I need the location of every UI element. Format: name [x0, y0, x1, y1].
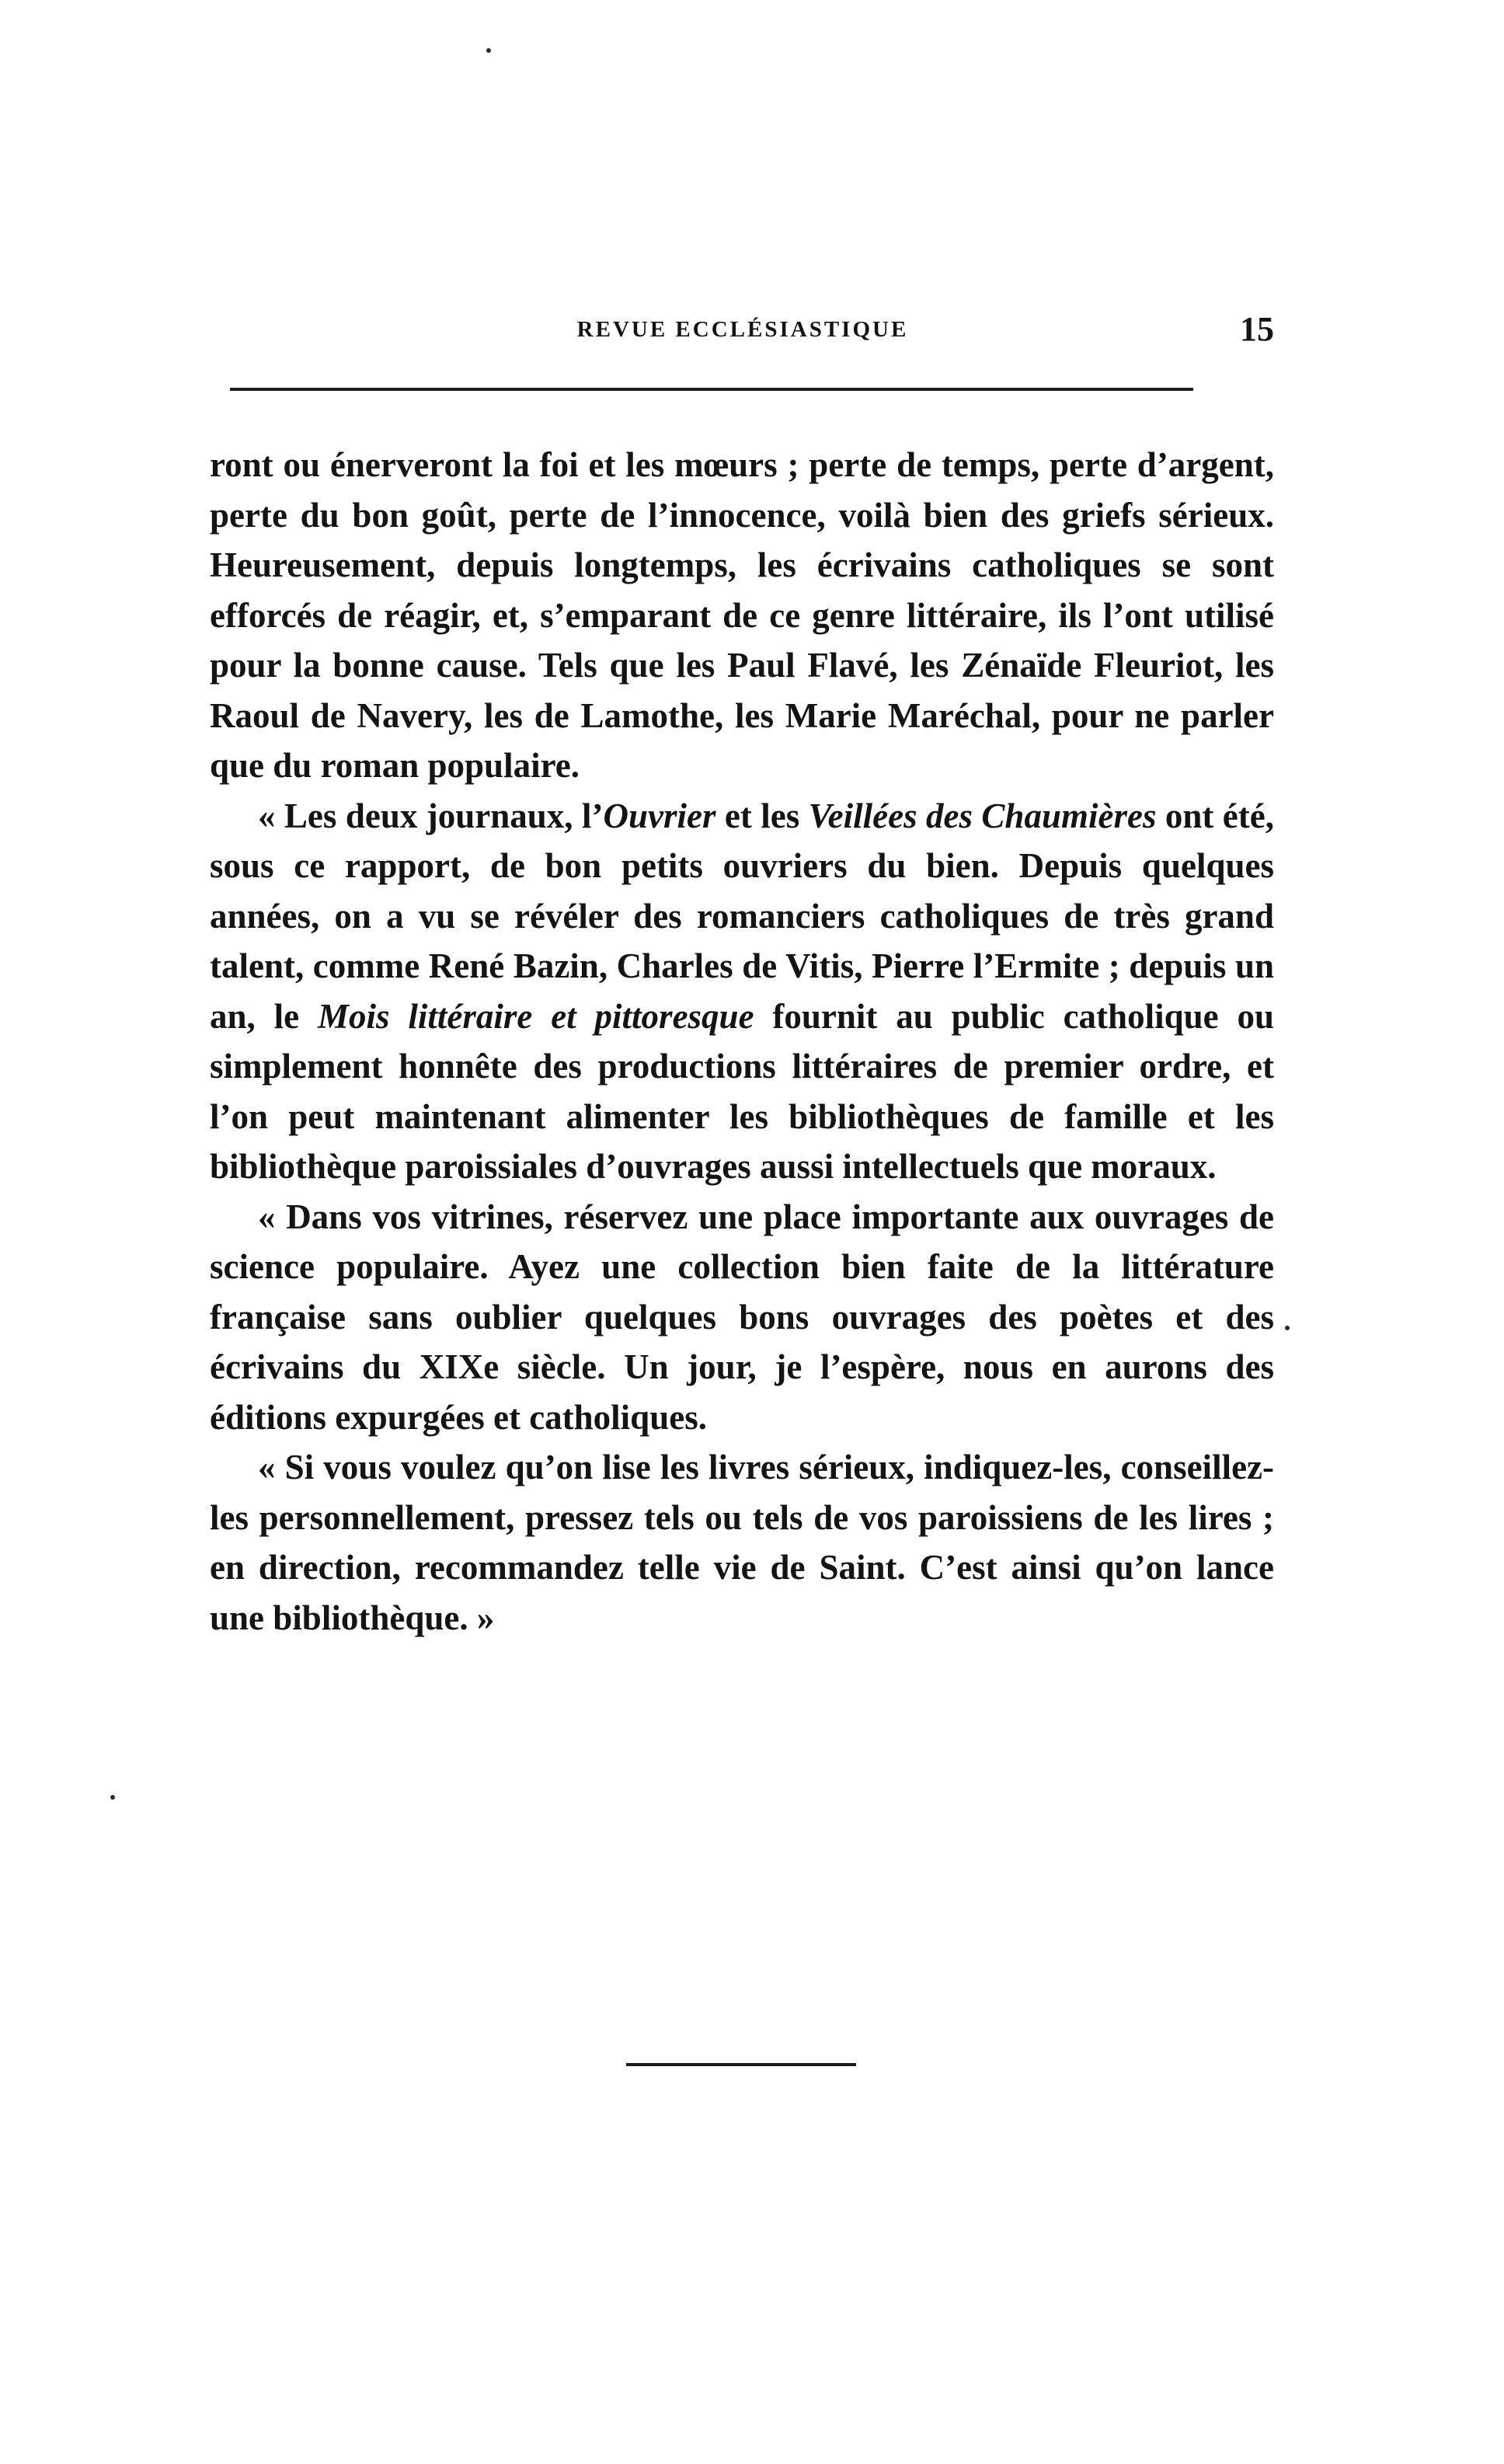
running-title: REVUE ECCLÉSIASTIQUE: [576, 317, 909, 342]
print-speck: [1285, 1326, 1290, 1330]
italic-title: Ouvrier: [603, 796, 716, 835]
text-run: et les: [715, 796, 809, 835]
paragraph: [210, 1192, 1274, 1443]
text-run: « Dans vos vitrines, réservez une place importante aux ouvrages de science populaire. Ayez une collection bien faite de la littérature française sans oublier quelques bons ouvrages des poètes et des écrivains du XIXe siècle. Un jour, je l’espère, nous en aurons des éditions expurgées et catholiques.: [210, 1197, 1274, 1437]
page-number: 15: [1240, 310, 1274, 348]
text-run: ront ou énerveront la foi et les mœurs ; perte de temps, perte d’argent, perte du bon goût, perte de l’innocence, voilà bien des griefs sérieux. Heureusement, depuis longtemps, les écrivains catholiques se sont efforcés de réagir, et, s’emparant de ce genre littéraire, ils l’ont utilisé pour la bonne cause. Tels que les Paul Flavé, les Zénaïde Fleuriot, les Raoul de Navery, les de Lamothe, les Marie Maréchal, pour ne parler que du roman populaire.: [210, 445, 1274, 785]
page-header: [211, 309, 1274, 356]
print-speck: [486, 48, 491, 53]
text-run: « Si vous voulez qu’on lise les livres sérieux, indiquez-les, conseillez-les personnellement, pressez tels ou tels de vos paroissiens de les lires ; en direction, recommandez telle vie de Saint. C’est ainsi qu’on lance une bibliothèque. »: [210, 1448, 1274, 1637]
text-run: ont été, sous ce rapport, de bon petits ouvriers du bien. Depuis quelques années, on a vu se révéler des romanciers catholiques de très grand talent, comme René Bazin, Charles de Vitis, Pierre l’Ermite ; depuis un an, le: [210, 796, 1274, 1036]
italic-title: Veillées des Chaumières: [808, 796, 1157, 835]
text-run: « Les deux journaux, l’: [258, 796, 604, 835]
text-run: fournit au public catholique ou simplement honnête des productions littéraires de premier ordre, et l’on peut maintenant alimenter les bibliothèques de famille et les bibliothèque paroissiales d’ouvrages aussi intellectuels que moraux.: [210, 996, 1274, 1186]
paragraph: [210, 791, 1274, 1192]
italic-title: Mois littéraire et pittoresque: [317, 996, 754, 1036]
paragraph: [210, 440, 1274, 791]
print-speck: [110, 1795, 115, 1800]
end-rule: [626, 2063, 856, 2066]
body-text: [210, 440, 1274, 1643]
header-rule: [230, 388, 1193, 391]
paragraph: [210, 1442, 1274, 1643]
